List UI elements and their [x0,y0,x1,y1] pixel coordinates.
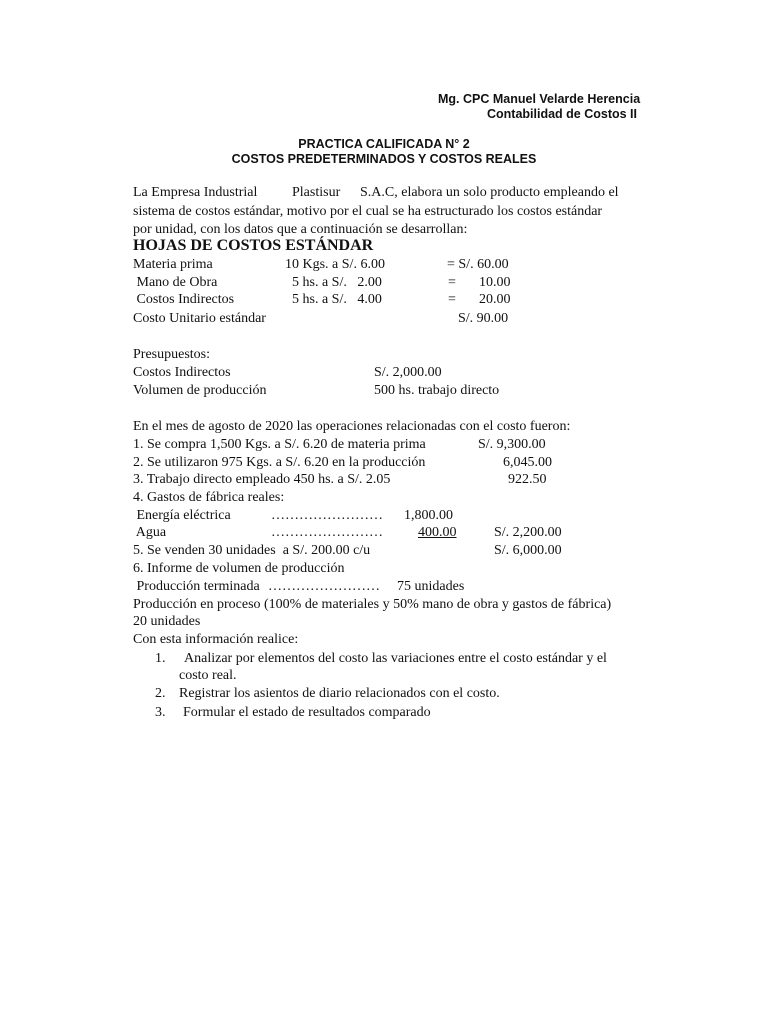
intro-line-1b: Plastisur [292,185,341,200]
operation-1-value: S/. 9,300.00 [478,437,546,452]
operation-1: 1. Se compra 1,500 Kgs. a S/. 6.20 de materia prima [133,437,426,452]
row-indirectos-qty: 5 hs. a S/. 4.00 [292,292,382,307]
water-value: 400.00 [418,525,457,540]
intro-line-1a: La Empresa Industrial [133,185,258,200]
operation-2-value: 6,045.00 [503,455,552,470]
unit-cost-label: Costo Unitario estándar [133,311,266,326]
author-name: Mg. CPC Manuel Velarde Herencia [438,92,641,106]
budget-indirect-label: Costos Indirectos [133,365,231,380]
row-materia-eq: = S/. 60.00 [447,257,509,272]
water-dots: …………………… [271,525,383,540]
task-2-line-1: Registrar los asientos de diario relacionados con el costo. [179,686,500,701]
budget-volume-label: Volumen de producción [133,383,267,398]
task-1-line-2: costo real. [179,668,237,683]
tasks-intro: Con esta información realice: [133,632,299,647]
task-1-line-1: Analizar por elementos del costo las variaciones entre el costo estándar y el [184,651,607,666]
practice-title: PRACTICA CALIFICADA N° 2 [298,137,470,151]
row-materia-qty: 10 Kgs. a S/. 6.00 [285,257,385,272]
task-2-number: 2. [155,686,166,701]
task-3-line-1: Formular el estado de resultados comparado [183,705,431,720]
row-mano-amount: 10.00 [479,275,511,290]
energy-dots: …………………… [271,508,383,523]
budget-volume-value: 500 hs. trabajo directo [374,383,500,398]
operation-4: 4. Gastos de fábrica reales: [133,490,285,505]
row-indirectos-eq: = [448,292,456,307]
row-mano-label: Mano de Obra [133,275,218,290]
intro-line-2: sistema de costos estándar, motivo por el cual se ha estructurado los costos estándar [133,204,603,219]
standard-sheet-heading: HOJAS DE COSTOS ESTÁNDAR [133,237,374,254]
practice-subtitle: COSTOS PREDETERMINADOS Y COSTOS REALES [231,152,537,166]
row-materia-label: Materia prima [133,257,213,272]
water-label: Agua [133,525,167,540]
energy-label: Energía eléctrica [133,508,231,523]
wip-line-1: Producción en proceso (100% de materiales y 50% mano de obra y gastos de fábrica) [133,597,612,612]
energy-value: 1,800.00 [404,508,453,523]
operation-3: 3. Trabajo directo empleado 450 hs. a S/. 2.05 [133,472,391,487]
row-indirectos-label: Costos Indirectos [133,292,235,307]
task-1-number: 1. [155,651,166,666]
operation-5-value: S/. 6,000.00 [494,543,562,558]
finished-dots: …………………… [268,579,380,594]
task-3-number: 3. [155,705,166,720]
intro-line-1c: S.A.C, elabora un solo producto empleando el [360,185,619,200]
wip-line-2: 20 unidades [133,614,201,629]
operation-6: 6. Informe de volumen de producción [133,561,345,576]
operation-5: 5. Se venden 30 unidades a S/. 200.00 c/u [133,543,371,558]
row-mano-eq: = [448,275,456,290]
intro-line-3: por unidad, con los datos que a continuación se desarrollan: [133,222,468,237]
budget-indirect-value: S/. 2,000.00 [374,365,442,380]
operations-intro: En el mes de agosto de 2020 las operaciones relacionadas con el costo fueron: [133,419,571,434]
operation-3-value: 922.50 [508,472,547,487]
factory-total-value: S/. 2,200.00 [494,525,562,540]
row-indirectos-amount: 20.00 [479,292,511,307]
row-mano-qty: 5 hs. a S/. 2.00 [292,275,382,290]
budget-heading: Presupuestos: [133,347,210,362]
unit-cost-value: S/. 90.00 [458,311,509,326]
course-name: Contabilidad de Costos II [487,107,638,121]
finished-label: Producción terminada [133,579,260,594]
operation-2: 2. Se utilizaron 975 Kgs. a S/. 6.20 en la producción [133,455,426,470]
finished-value: 75 unidades [397,579,465,594]
